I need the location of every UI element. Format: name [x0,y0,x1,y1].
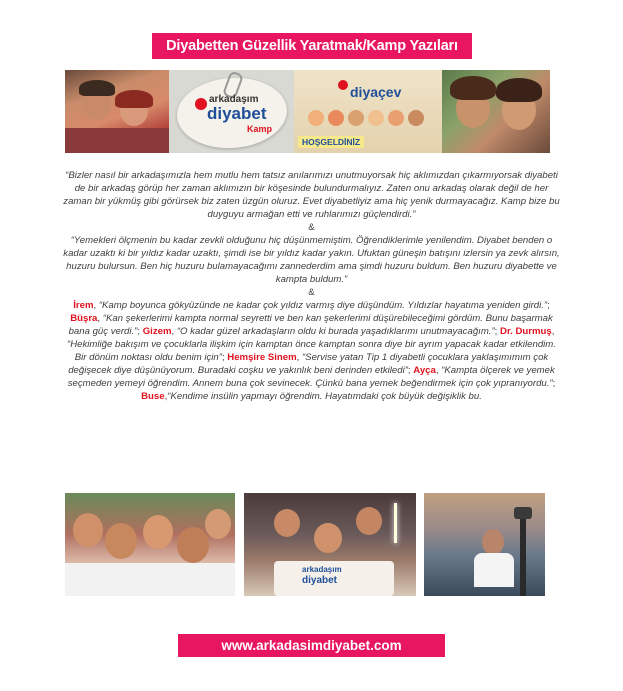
author-name: Hemşire Sinem [227,352,297,363]
quote-paragraph: “Yemekleri ölçmenin bu kadar zevkli olduğunu hiç düşünmemiştim. Öğrendiklerimle yenilendim. Diyabet benden o kadar uzaktı ki bir yıldız kadar uzaktı, şimdi ise bir yıldız kadar yakın. Ufuktan güneşin batışını izlersin ya zevk alırsın, huzuru bulursun. Ben hiç huzuru bulamayacağımı zannederdim ama şimdi huzuru buldum. Ben huzuru diyabette ve kampta buldum.” [63,235,560,285]
testimonial-quote: “Kan şekerlerimi kampta normal seyretti ve ben kan şekerlerimi düşürebileceğimi gördüm. Bunu başarmak bana güç verdi.” [68,313,553,337]
cake-logo-text: arkadaşım [302,565,342,574]
photo-group-face-paint [65,493,235,596]
author-name: İrem [73,300,94,311]
quote-paragraph: “Bizler nasıl bir arkadaşımızla hem mutlu hem tatsız anılarımızı unutmuyorsak hiç aklımızdan çıkarmıyorsak diyabeti de bir arkadaş görüp her zaman aklımızın bir köşesinde bulundurmalıyız. Zaten onu arkadaş olarak değil de her zaman bir yükmüş gibi görürsek biz zaten üzgün oluruz. Evet diyabetliyiz ama hiç yenik durmayacağız. Kamp bize bu duyguyu armağan etti ve ruhlarımızı güçlendirdi.” [63,170,560,220]
website-url[interactable]: www.arkadasimdiyabet.com [178,634,445,657]
separator-ampersand: & [308,287,315,298]
welcome-sign: HOŞGELDİNİZ [298,136,364,148]
testimonial-quote: “O kadar güzel arkadaşların oldu ki burada yaşadıklarımı unutmayacağım.” [176,326,495,337]
logo-arkadasim-diyabet-kamp: arkadaşım diyabet Kamp [169,70,294,153]
testimonial-quote: “Kampta ölçerek ve yemek seçmeden yemeyi öğrendim. Annem buna çok sevinecek. Çünkü bana yemek beğendirmek için çok yıpranıyordu.” [67,365,555,389]
author-name: Gizem [142,326,172,337]
testimonial-quote: “Servise yatan Tip 1 diyabetli çocuklara yaklaşımımım çok değişecek diye düşünüyorum. Buradaki coşku ve yakınlık beni derinden etkiledi” [68,352,549,376]
photo-girls-face-paint [442,70,550,153]
testimonial-quote: “Hekimliğe bakışım ve çocuklarla ilişkim için kamptan önce kamptan sonra diye bir ayrım yapacak kadar etkilendim. Bir dönüm noktası oldu benim için” [67,339,556,363]
camp-testimonials-text [63,169,560,403]
photo-birthday-cake [244,493,416,596]
author-name: Buse [141,391,165,402]
photo-friends-smiling [65,70,169,153]
cake-logo-text: diyabet [302,575,338,586]
testimonial-quote: “Kendime insülin yapmayı öğrendim. Hayatımdaki çok büyük değişiklik bu. [167,391,482,402]
page-title: Diyabetten Güzellik Yaratmak/Kamp Yazıları [152,33,472,59]
author-name: Ayça [413,365,436,376]
testimonials-block: İrem, “Kamp boyunca gökyüzünde ne kadar çok yıldız varmış diye düşündüm. Yıldızlar hayatıma yeniden girdi.”; Büşra, “Kan şekerlerimi kampta normal seyretti ve ben kan şekerlerimi düşürebileceğimi gördüm. Bunu başarmak bana güç verdi.”; Gizem, “O kadar güzel arkadaşların oldu ki burada yaşadıklarımı unutmayacağım.”; Dr. Durmuş, “Hekimliğe bakışım ve çocuklarla ilişkim için kamptan önce kamptan sonra diye bir ayrım yapacak kadar etkilendim. Bir dönüm noktası oldu benim için”; Hemşire Sinem, “Servise yatan Tip 1 diyabetli çocuklara yaklaşımımım çok değişecek diye düşünüyorum. Buradaki coşku ve yakınlık beni derinden etkiledi”; Ayça, “Kampta ölçerek ve yemek seçmeden yemeyi öğrendim. Annem buna çok sevinecek. Çünkü bana yemek beğendirmek için çok yıpranıyordu.”; Buse,“Kendime insülin yapmayı öğrendim. Hayatımdaki çok büyük değişiklik bu. [67,300,556,402]
header-banner [65,70,550,153]
testimonial-quote: “Kamp boyunca gökyüzünde ne kadar çok yıldız varmış diye düşündüm. Yıldızlar hayatıma yeniden girdi.” [98,300,548,311]
photo-man-by-lake [424,493,545,596]
separator-ampersand: & [308,222,315,233]
author-name: Büşra [70,313,98,324]
logo-diyacev-welcome: diyaçev HOŞGELDİNİZ [294,70,442,153]
author-name: Dr. Durmuş [500,326,552,337]
